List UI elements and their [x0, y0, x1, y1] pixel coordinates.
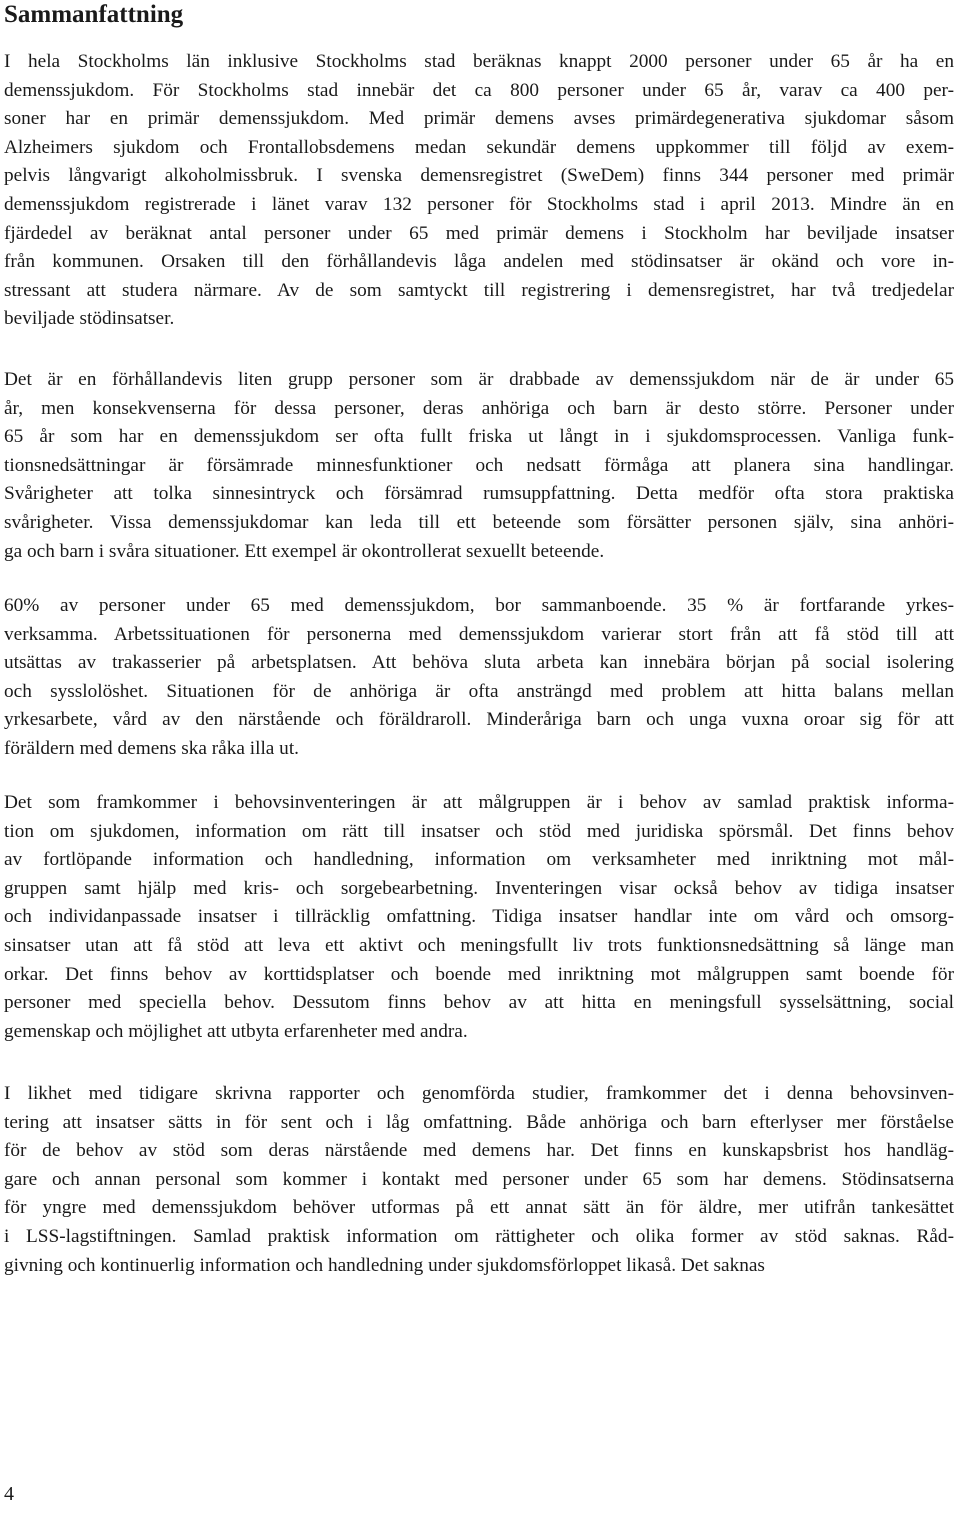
paragraph-4 — [4, 789, 954, 1046]
text-line: och sysslolöshet. Situationen för de anhöriga är ofta ansträngd med problem att hitta balans mellan — [4, 680, 954, 702]
text-line: tion om sjukdomen, information om rätt till insatser och stöd med juridiska spörsmål. Det finns behov — [4, 820, 954, 842]
text-line: 60% av personer under 65 med demenssjukdom, bor sammanboende. 35 % är fortfarande yrkes- — [4, 595, 954, 616]
text-line: givning och kontinuerlig information och handledning under sjukdomsförloppet likaså. Det saknas — [4, 1254, 765, 1276]
text-line: ga och barn i svåra situationer. Ett exempel är okontrollerat sexuellt beteende. — [4, 540, 605, 562]
paragraph-2 — [4, 366, 954, 566]
text-line: soner har en primär demenssjukdom. Med primär demens avses primärdegenerativa sjukdomar såsom — [4, 108, 954, 130]
text-line: svårigheter. Vissa demenssjukdomar kan leda till ett beteende som försätter personen själv, sina anhöri- — [4, 511, 954, 533]
text-line: gemenskap och möjlighet att utbyta erfarenheter med andra. — [4, 1020, 468, 1042]
text-line: år, men konsekvenserna för dessa personer, deras anhöriga och barn är desto större. Personer under — [4, 397, 954, 419]
text-line: beviljade stödinsatser. — [4, 308, 175, 330]
page-title: Sammanfattning — [4, 1, 184, 28]
paragraph-5 — [4, 1080, 954, 1280]
text-line: Det är en förhållandevis liten grupp personer som är drabbade av demenssjukdom när de är under 65 — [4, 369, 954, 390]
text-line: i LSS-lagstiftningen. Samlad praktisk information om rättigheter och olika former av stöd saknas. Råd- — [4, 1225, 954, 1247]
text-line: för de behov av stöd som deras närstående med demens har. Det finns en kunskapsbrist hos handläg- — [4, 1140, 954, 1162]
text-line: utsättas av trakasserier på arbetsplatsen. Att behöva sluta arbeta kan innebära början på social isolering — [4, 652, 954, 674]
text-line: Alzheimers sjukdom och Frontallobsdemens medan sekundär demens uppkommer till följd av exem- — [4, 136, 954, 158]
text-line: tionsnedsättningar är försämrade minnesfunktioner och nedsatt förmåga att planera sina handlingar. — [4, 454, 954, 476]
text-line: föräldern med demens ska råka illa ut. — [4, 737, 299, 759]
paragraph-1 — [4, 48, 954, 334]
text-line: och individanpassade insatser i tillräcklig omfattning. Tidiga insatser handlar inte om vård och omsorg- — [4, 906, 954, 928]
text-line: från kommunen. Orsaken till den förhållandevis låga andelen med stödinsatser är okänd och vore in- — [4, 251, 954, 273]
text-line: demenssjukdom. För Stockholms stad innebär det ca 800 personer under 65 år, varav ca 400 per- — [4, 79, 954, 101]
text-line: Svårigheter att tolka sinnesintryck och försämrad rumsuppfattning. Detta medför ofta stora praktiska — [4, 483, 954, 505]
text-line: gruppen samt hjälp med kris- och sorgebearbetning. Inventeringen visar också behov av tidiga insatser — [4, 877, 954, 899]
text-line: yrkesarbete, vård av den närstående och föräldraroll. Minderåriga barn och unga vuxna oroar sig för att — [4, 709, 954, 731]
text-line: sinsatser utan att få stöd att leva ett aktivt och meningsfullt liv trots funktionsnedsättning så länge man — [4, 934, 954, 956]
text-line: Det som framkommer i behovsinventeringen är att målgruppen är i behov av samlad praktisk informa- — [4, 792, 954, 813]
text-line: I likhet med tidigare skrivna rapporter och genomförda studier, framkommer det i denna behovsinven- — [4, 1083, 954, 1104]
text-line: gare och annan personal som kommer i kontakt med personer under 65 som har demens. Stödinsatserna — [4, 1168, 954, 1190]
text-line: I hela Stockholms län inklusive Stockholms stad beräknas knappt 2000 personer under 65 år ha en — [4, 51, 954, 72]
text-line: av fortlöpande information och handledning, information om verksamheter med inriktning mot mål- — [4, 849, 954, 871]
text-line: tering att insatser sätts in för sent och i låg omfattning. Både anhöriga och barn efterlyser mer förståelse — [4, 1111, 954, 1133]
text-line: 65 år som har en demenssjukdom ser ofta fullt friska ut långt in i sjukdomsprocessen. Vanliga funk- — [4, 426, 954, 448]
text-line: demenssjukdom registrerade i länet varav 132 personer för Stockholms stad i april 2013. Mindre än en — [4, 193, 954, 215]
text-line: orkar. Det finns behov av korttidsplatser och boende med inriktning mot målgruppen samt boende för — [4, 963, 954, 985]
paragraph-3 — [4, 592, 954, 764]
page-number: 4 — [4, 1483, 14, 1505]
text-line: verksamma. Arbetssituationen för personerna med demenssjukdom varierar stort från att få stöd till att — [4, 623, 954, 645]
text-line: fjärdedel av beräknat antal personer under 65 med primär demens i Stockholm har beviljade insatser — [4, 222, 954, 244]
text-line: för yngre med demenssjukdom behöver utformas på ett annat sätt än för äldre, mer utifrån tankesättet — [4, 1197, 954, 1219]
text-line: stressant att studera närmare. Av de som samtyckt till registrering i demensregistret, har två tredjedelar — [4, 279, 954, 301]
text-line: pelvis långvarigt alkoholmissbruk. I svenska demensregistret (SweDem) finns 344 personer med primär — [4, 165, 954, 187]
text-line: personer med speciella behov. Dessutom finns behov av att hitta en meningsfull sysselsättning, social — [4, 992, 954, 1014]
